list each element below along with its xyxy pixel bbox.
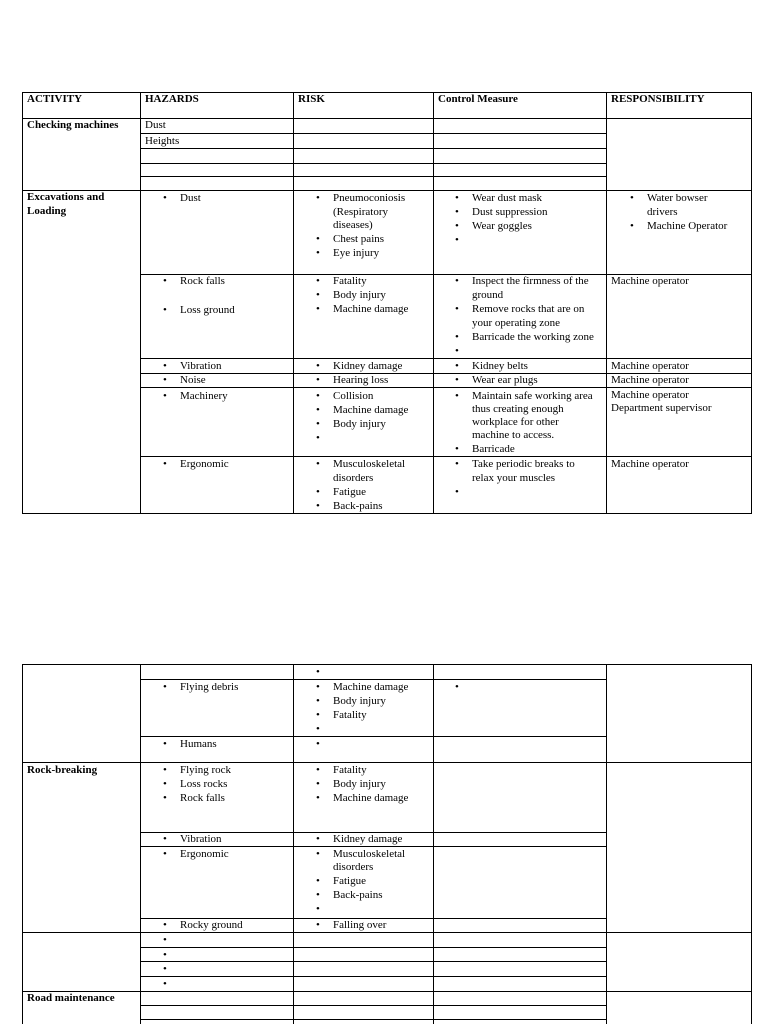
list-item: • Rocky ground: [180, 918, 243, 932]
header-activity: ACTIVITY: [27, 93, 83, 105]
header-responsibility: RESPONSIBILITY: [611, 93, 705, 105]
list-item: • Chest pains: [333, 232, 384, 246]
list-item: • Machine damage: [333, 791, 408, 805]
responsibility-text: Machine operator: [611, 275, 689, 287]
list-item: • Noise: [180, 373, 206, 387]
hazard-dust: Dust: [145, 119, 166, 131]
responsibility-text: Machine operator: [611, 458, 689, 470]
list-item: • Machine damage: [333, 403, 408, 417]
list-item: • Wear ear plugs: [472, 373, 538, 387]
list-item: • Maintain safe working area: [472, 389, 593, 403]
list-item-cont: ground: [472, 289, 504, 301]
activity-road-maintenance: Road maintenance: [27, 992, 115, 1004]
list-item: • Barricade the working zone: [472, 330, 594, 344]
responsibility-text: Machine operator: [611, 360, 689, 372]
list-item-cont: your operating zone: [472, 317, 560, 329]
list-item: • Musculoskeletal: [333, 847, 405, 861]
list-item: • Flying debris: [180, 680, 238, 694]
list-item: • Flying rock: [180, 763, 231, 777]
responsibility-text: Machine operator: [611, 374, 689, 386]
list-item: • Kidney damage: [333, 359, 402, 373]
list-item: • Body injury: [333, 694, 386, 708]
list-item: • Fatigue: [333, 485, 366, 499]
list-item: • Ergonomic: [180, 457, 229, 471]
list-item: • Dust suppression: [472, 205, 547, 219]
list-item: • Vibration: [180, 359, 222, 373]
list-item: • Machine Operator: [647, 219, 727, 233]
list-item: • Musculoskeletal: [333, 457, 405, 471]
list-item: • Remove rocks that are on: [472, 302, 584, 316]
list-item-cont: thus creating enough: [472, 403, 564, 415]
list-item: • Collision: [333, 389, 373, 403]
list-item-cont: drivers: [647, 206, 678, 218]
responsibility-text: Department supervisor: [611, 402, 712, 414]
activity-excavations: Excavations and: [27, 191, 105, 203]
list-item: • Inspect the firmness of the: [472, 274, 589, 288]
list-item: • Back-pains: [333, 888, 382, 902]
list-item: • Water bowser: [647, 191, 708, 205]
list-item: • Eye injury: [333, 246, 379, 260]
list-item: • Vibration: [180, 832, 222, 846]
list-item-cont: workplace for other: [472, 416, 559, 428]
hazard-heights: Heights: [145, 135, 180, 147]
list-item-cont: relax your muscles: [472, 472, 556, 484]
list-item: • Machine damage: [333, 680, 408, 694]
list-item-cont: disorders: [333, 861, 374, 873]
list-item: • Pneumoconiosis: [333, 191, 405, 205]
list-item: • Dust: [180, 191, 201, 205]
list-item: • Falling over: [333, 918, 386, 932]
list-item: • Fatality: [333, 763, 367, 777]
list-item: • Machine damage: [333, 302, 408, 316]
list-item: • Body injury: [333, 417, 386, 431]
list-item: • Fatality: [333, 274, 367, 288]
list-item-cont: diseases): [333, 219, 373, 231]
list-item: • Body injury: [333, 288, 386, 302]
list-item: • Fatality: [333, 708, 367, 722]
list-item: • Rock falls: [180, 274, 225, 288]
list-item: • Humans: [180, 737, 217, 751]
responsibility-text: Machine operator: [611, 389, 689, 401]
activity-loading: Loading: [27, 205, 67, 217]
list-item: • Body injury: [333, 777, 386, 791]
list-item: • Machinery: [180, 389, 228, 403]
list-item-cont: (Respiratory: [333, 206, 388, 218]
list-item: • Ergonomic: [180, 847, 229, 861]
list-item-cont: disorders: [333, 472, 374, 484]
list-item: • Loss rocks: [180, 777, 227, 791]
list-item: • Fatigue: [333, 874, 366, 888]
list-item: • Rock falls: [180, 791, 225, 805]
list-item: • Wear goggles: [472, 219, 532, 233]
list-item: • Kidney belts: [472, 359, 528, 373]
header-risk: RISK: [298, 93, 325, 105]
activity-checking-machines: Checking machines: [27, 119, 119, 131]
list-item: • Take periodic breaks to: [472, 457, 575, 471]
list-item: • Kidney damage: [333, 832, 402, 846]
list-item: • Hearing loss: [333, 373, 388, 387]
header-hazards: HAZARDS: [145, 93, 199, 105]
list-item-cont: machine to access.: [472, 429, 555, 441]
activity-rock-breaking: Rock-breaking: [27, 764, 98, 776]
list-item: • Barricade: [472, 442, 515, 456]
list-item: • Back-pains: [333, 499, 382, 513]
header-control-measure: Control Measure: [438, 93, 518, 105]
list-item: • Loss ground: [180, 303, 235, 317]
list-item: • Wear dust mask: [472, 191, 542, 205]
